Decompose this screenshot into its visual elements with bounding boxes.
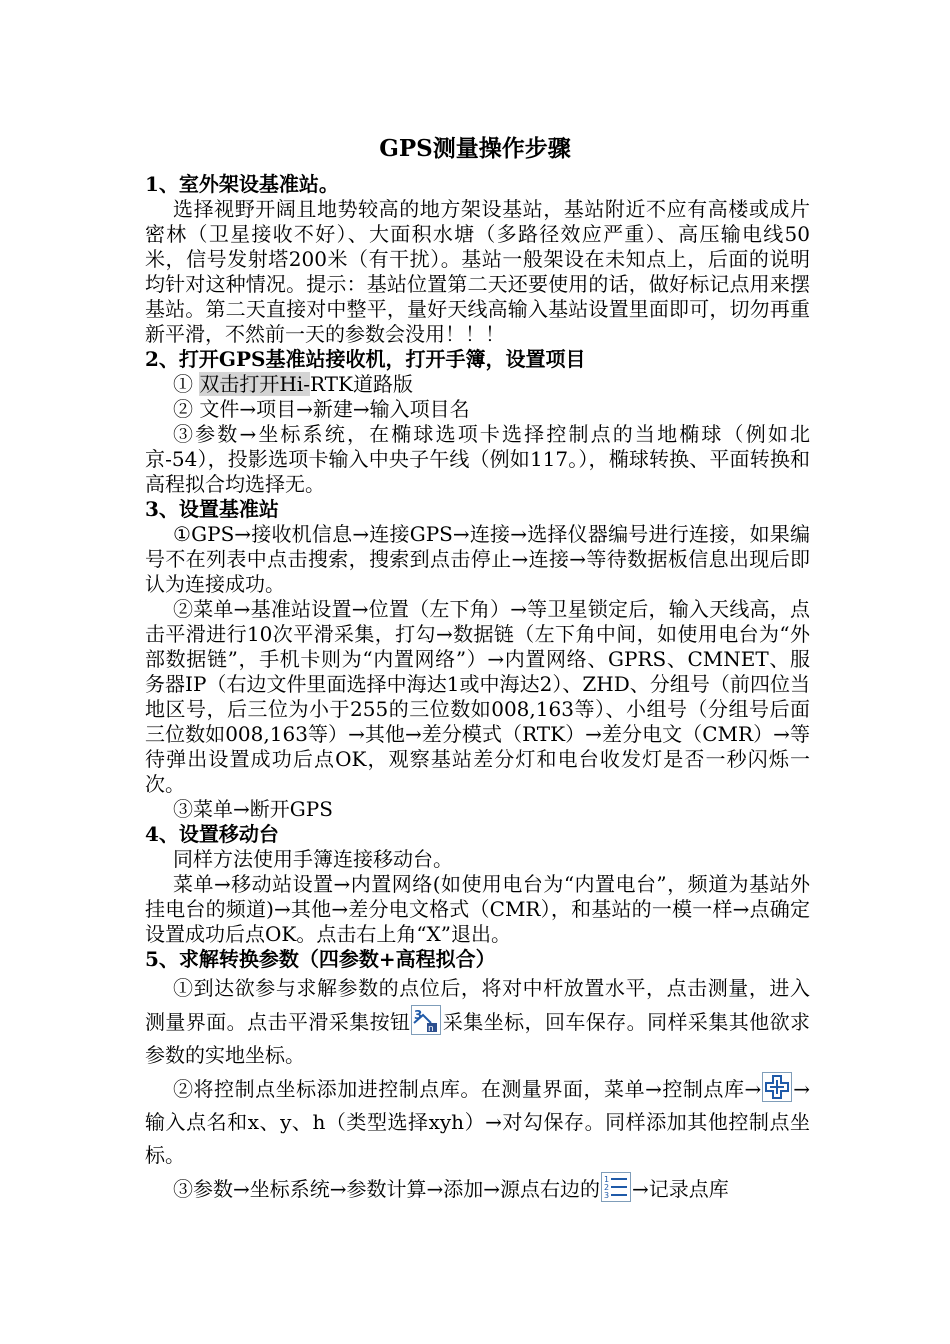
svg-text:2: 2 [604, 1183, 610, 1192]
section-3-paragraph-1: ①GPS→接收机信息→连接GPS→连接→选择仪器编号进行连接，如果编号不在列表中点击搜索，搜索到点击停止→连接→等待数据板信息出现后即认为连接成功。 [145, 522, 810, 596]
section-3-paragraph-3: ③菜单→断开GPS [173, 797, 333, 821]
section-1-paragraph: 选择视野开阔且地势较高的地方架设基站，基站附近不应有高楼或成片密林（卫星接收不好）、大面积水塘（多路径效应严重）、高压输电线50米，信号发射塔200米（有干扰）。基站一般架设在未知点上，后面的说明均针对这种情况。提示：基站位置第二天还要使用的话，做好标记点用来摆基站。第二天直接对中整平，量好天线高输入基站设置里面即可，切勿再重新平滑，不然前一天的参数会没用！！！ [145, 197, 810, 346]
paragraph-text: ①到达欲参与求解参数的点位后，将对中杆放置水平，点击测量，进入测量界面。点击平滑采集按钮 [145, 976, 810, 1034]
section-4-paragraph-2: 菜单→移动站设置→内置网络(如使用电台为“内置电台”，频道为基站外挂电台的频道)→其他→差分电文格式（CMR），和基站的一模一样→点确定设置成功后点OK。点击右上角“X”退出。 [145, 872, 810, 946]
section-2-item-2: ② 文件→项目→新建→输入项目名 [173, 397, 470, 421]
section-5-paragraph-1 [145, 972, 810, 1072]
section-5-paragraph-2 [145, 1072, 810, 1172]
document-body [145, 172, 810, 1206]
paragraph-text: 采集坐标，回车保存。同样采集其他欲求参数的实地坐标。 [145, 1010, 811, 1067]
svg-text:n: n [428, 1024, 435, 1034]
section-2-item-3: ③参数→坐标系统，在椭球选项卡选择控制点的当地椭球（例如北京-54），投影选项卡输入中央子午线（例如117。），椭球转换、平面转换和高程拟合均选择无。 [145, 422, 810, 496]
paragraph-text: →输入点名和x、y、h（类型选择xyh）→对勾保存。同样添加其他控制点坐标。 [145, 1077, 810, 1167]
paragraph-text: ③参数→坐标系统→参数计算→添加→源点右边的 [173, 1177, 601, 1201]
section-5-heading: 5、求解转换参数（四参数+高程拟合） [145, 947, 496, 971]
item-text: RTK道路版 [309, 372, 413, 396]
page-title: GPS测量操作步骤 [379, 135, 571, 162]
item-marker: ① [173, 372, 200, 396]
section-3-paragraph-2: ②菜单→基准站设置→位置（左下角）→等卫星锁定后，输入天线高，点击平滑进行10次平滑采集，打勾→数据链（左下角中间，如使用电台为“外部数据链”，手机卡则为“内置网络”）→内置网络、GPRS、CMNET、服务器IP（右边文件里面选择中海达1或中海达2）、ZHD、分组号（前四位当地区号，后三位为小于255的三位数如008,163等）、小组号（分组号后面三位数如008,163等）→其他→差分模式（RTK）→差分电文（CMR）→等待弹出设置成功后点OK，观察基站差分灯和电台收发灯是否一秒闪烁一次。 [145, 597, 810, 796]
svg-text:3: 3 [604, 1191, 610, 1200]
svg-text:1: 1 [604, 1175, 610, 1184]
point-list-icon [601, 1172, 631, 1202]
add-point-icon [762, 1072, 792, 1102]
section-1-heading: 1、室外架设基准站。 [145, 172, 339, 196]
smooth-collect-icon [411, 1005, 441, 1035]
paragraph-text: →记录点库 [632, 1177, 729, 1201]
section-2-item-1 [145, 372, 810, 397]
paragraph-text: ②将控制点坐标添加进控制点库。在测量界面，菜单→控制点库→ [173, 1077, 762, 1101]
section-4-heading: 4、设置移动台 [145, 822, 279, 846]
svg-text:3: 3 [414, 1008, 423, 1022]
section-3-heading: 3、设置基准站 [145, 497, 279, 521]
section-4-paragraph-1: 同样方法使用手簿连接移动台。 [173, 847, 453, 871]
section-5-paragraph-3 [145, 1172, 810, 1206]
section-2-heading: 2、打开GPS基准站接收机，打开手簿，设置项目 [145, 347, 586, 371]
highlighted-text: 双击打开Hi- [199, 372, 310, 396]
